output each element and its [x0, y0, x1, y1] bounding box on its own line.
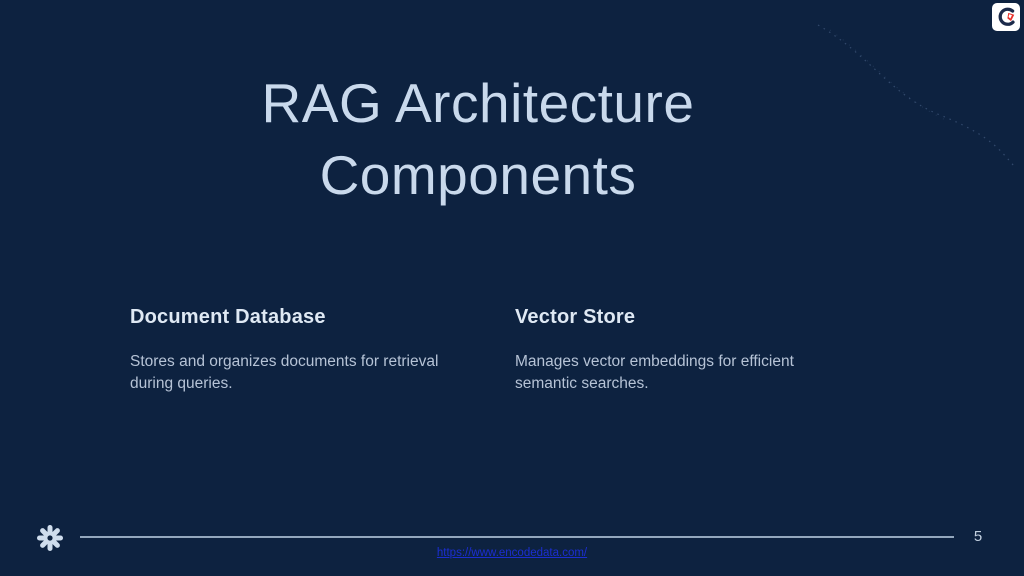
column-heading: Vector Store: [515, 306, 636, 328]
column-heading: Document Database: [130, 306, 326, 328]
particle-streak-decoration: [800, 0, 1024, 180]
column-document-database: [130, 306, 515, 395]
column-body: Manages vector embeddings for efficient semantic searches.: [515, 353, 794, 392]
content-columns: [130, 306, 900, 395]
footer-divider-line: [80, 536, 954, 538]
brand-logo-c-swirl-icon: [995, 6, 1017, 28]
footer-link-container: [0, 547, 1024, 559]
column-body: Stores and organizes documents for retrieval during queries.: [130, 353, 439, 392]
footer-website-link[interactable]: https://www.encodedata.com/: [436, 547, 588, 559]
page-number: 5: [973, 528, 983, 545]
column-vector-store: [515, 306, 900, 395]
slide-title: RAG Architecture Components: [261, 72, 695, 206]
brand-logo-badge: [992, 3, 1020, 31]
